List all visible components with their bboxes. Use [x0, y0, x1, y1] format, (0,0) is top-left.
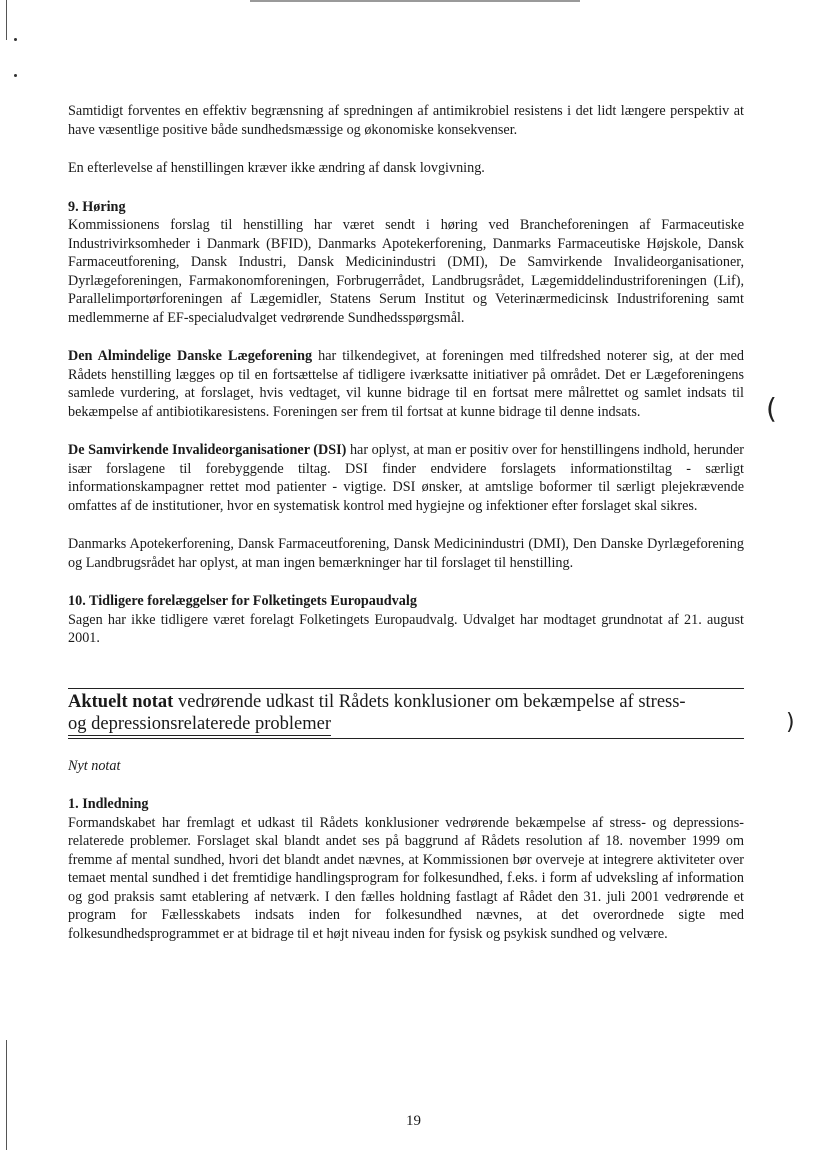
paragraph-resistens: Samtidigt forventes en effektiv begrænsning af spredningen af antimikrobiel resistens i det lidt længere perspektiv at have væsentlige positive både sundhedsmæssige og økonomiske konsekvenser. [68, 103, 744, 138]
notat-section-1-heading: 1. Indledning [68, 796, 149, 812]
notat-title-rest: vedrørende udkast til Rådets konklusioner om bekæmpelse af stress- [173, 691, 686, 712]
scan-artifact-top-line [250, 0, 580, 2]
section-10-body: Sagen har ikke tidligere været forelagt Folketingets Europaudvalg. Udvalget har modtaget grundnotat af 21. august 2001. [68, 611, 744, 646]
dsi-name: De Samvirkende Invalideorganisationer (DSI) [68, 442, 347, 458]
scan-artifact-left-edge-lower [6, 1040, 7, 1150]
notat-subtitle: Nyt notat [68, 757, 121, 774]
scan-artifact-dot [14, 74, 17, 77]
notat-title-line-1 [68, 691, 744, 713]
section-10-heading: 10. Tidligere forelæggelser for Folketingets Europaudvalg [68, 593, 417, 609]
document-body [68, 102, 744, 943]
section-9-body: Kommissionens forslag til henstilling har været sendt i høring ved Brancheforeningen af Farmaceutiske Industrivirksomheder i Danmark (BFID), Danmarks Apotekerforening, Danmarks Farmaceutiske Højskole, Dansk Farmaceutforening, Dansk Industri, Dansk Medicinindustri (DMI), De Samvirkende Invalideorganisationer, Dyrlægeforeningen, Farmakonomforeningen, Forbrugerrådet, Landbrugsrådet, Lægemiddelindustriforeningen (Lif), Parallelimportørforeningen af Lægemidler, Statens Serum Institut og Veterinærmedicinsk Industriforening samt medlemmerne af EF-specialudvalget vedrørende Sundhedsspørgsmål. [68, 217, 744, 326]
notat-section-1-body: Formandskabet har fremlagt et udkast til Rådets konklusioner vedrørende bekæmpelse af stress- og depressions-relaterede problemer. Forslaget skal blandt andet ses på baggrund af Rådets resolution af 18. november 1999 om fremme af mental sundhed, hvori det blandt andet nævnes, at Kommissionen bør overveje at integrere aktiviteter over temaet mental sundhed i det fremtidige handlingsprogram for folkesundhed, f.eks. i form af udveksling af information og god praksis samt etablering af netværk. I den fælles holdning fastlagt af Rådet den 31. juli 2001 vedrørende et program for Fællesskabets indsats inden for folkesundhed nævnes, at det overordnede sigte med folkesundhedsprogrammet er at bidrage til et højt niveau inden for fysisk og psykisk sundhed og velvære. [68, 814, 744, 942]
laegeforening-text: har tilkendegivet, at foreningen med tilfredshed noterer sig, at der med Rådets henstilling lægges op til en fortsættelse af tidligere iværksatte initiativer på området. Det er Lægeforeningens samlede vurdering, at forslaget, hvis vedtaget, vil kunne bidrage til en fortsat mere målrettet og samlet indsats til bekæmpelse af antibiotikaresistens. Foreningen ser frem til fortsat at kunne bidrage til denne indsats. [68, 348, 744, 420]
laegeforening-name: Den Almindelige Danske Lægeforening [68, 348, 313, 364]
paragraph-laegeforening [68, 347, 744, 421]
paragraph-others: Danmarks Apotekerforening, Dansk Farmaceutforening, Dansk Medicinindustri (DMI), Den Danske Dyrlægeforening og Landbrugsrådet har oplyst, at man ingen bemærkninger har til forslaget til henstilling. [68, 536, 744, 571]
notat-title-line-2: og depressionsrelaterede problemer [68, 713, 332, 734]
dsi-text: har oplyst, at man er positiv over for henstillingens indhold, herunder især forslagene til forebyggende tiltag. DSI finder endvidere forslagets informationstiltag - særligt informationskampagner rettet mod patienter - vigtige. DSI ønsker, at amtslige boformer til særligt plejekrævende omfattes af de institutioner, hvor en systematisk kontrol med hygiejne og infektioner efter forslaget skal sikres. [68, 442, 745, 514]
notat-title-bold: Aktuelt notat [68, 691, 174, 712]
page-number: 19 [406, 1113, 421, 1129]
margin-mark-lower: ) [786, 710, 795, 735]
margin-mark-upper: ( [766, 392, 777, 425]
scan-artifact-left-edge [6, 0, 7, 40]
paragraph-lovgivning: En efterlevelse af henstillingen kræver ikke ændring af dansk lovgivning. [68, 160, 485, 176]
paragraph-dsi [68, 441, 744, 515]
scan-artifact-dot [14, 38, 17, 41]
notat-title-block [68, 688, 744, 739]
section-9-heading: 9. Høring [68, 198, 126, 215]
